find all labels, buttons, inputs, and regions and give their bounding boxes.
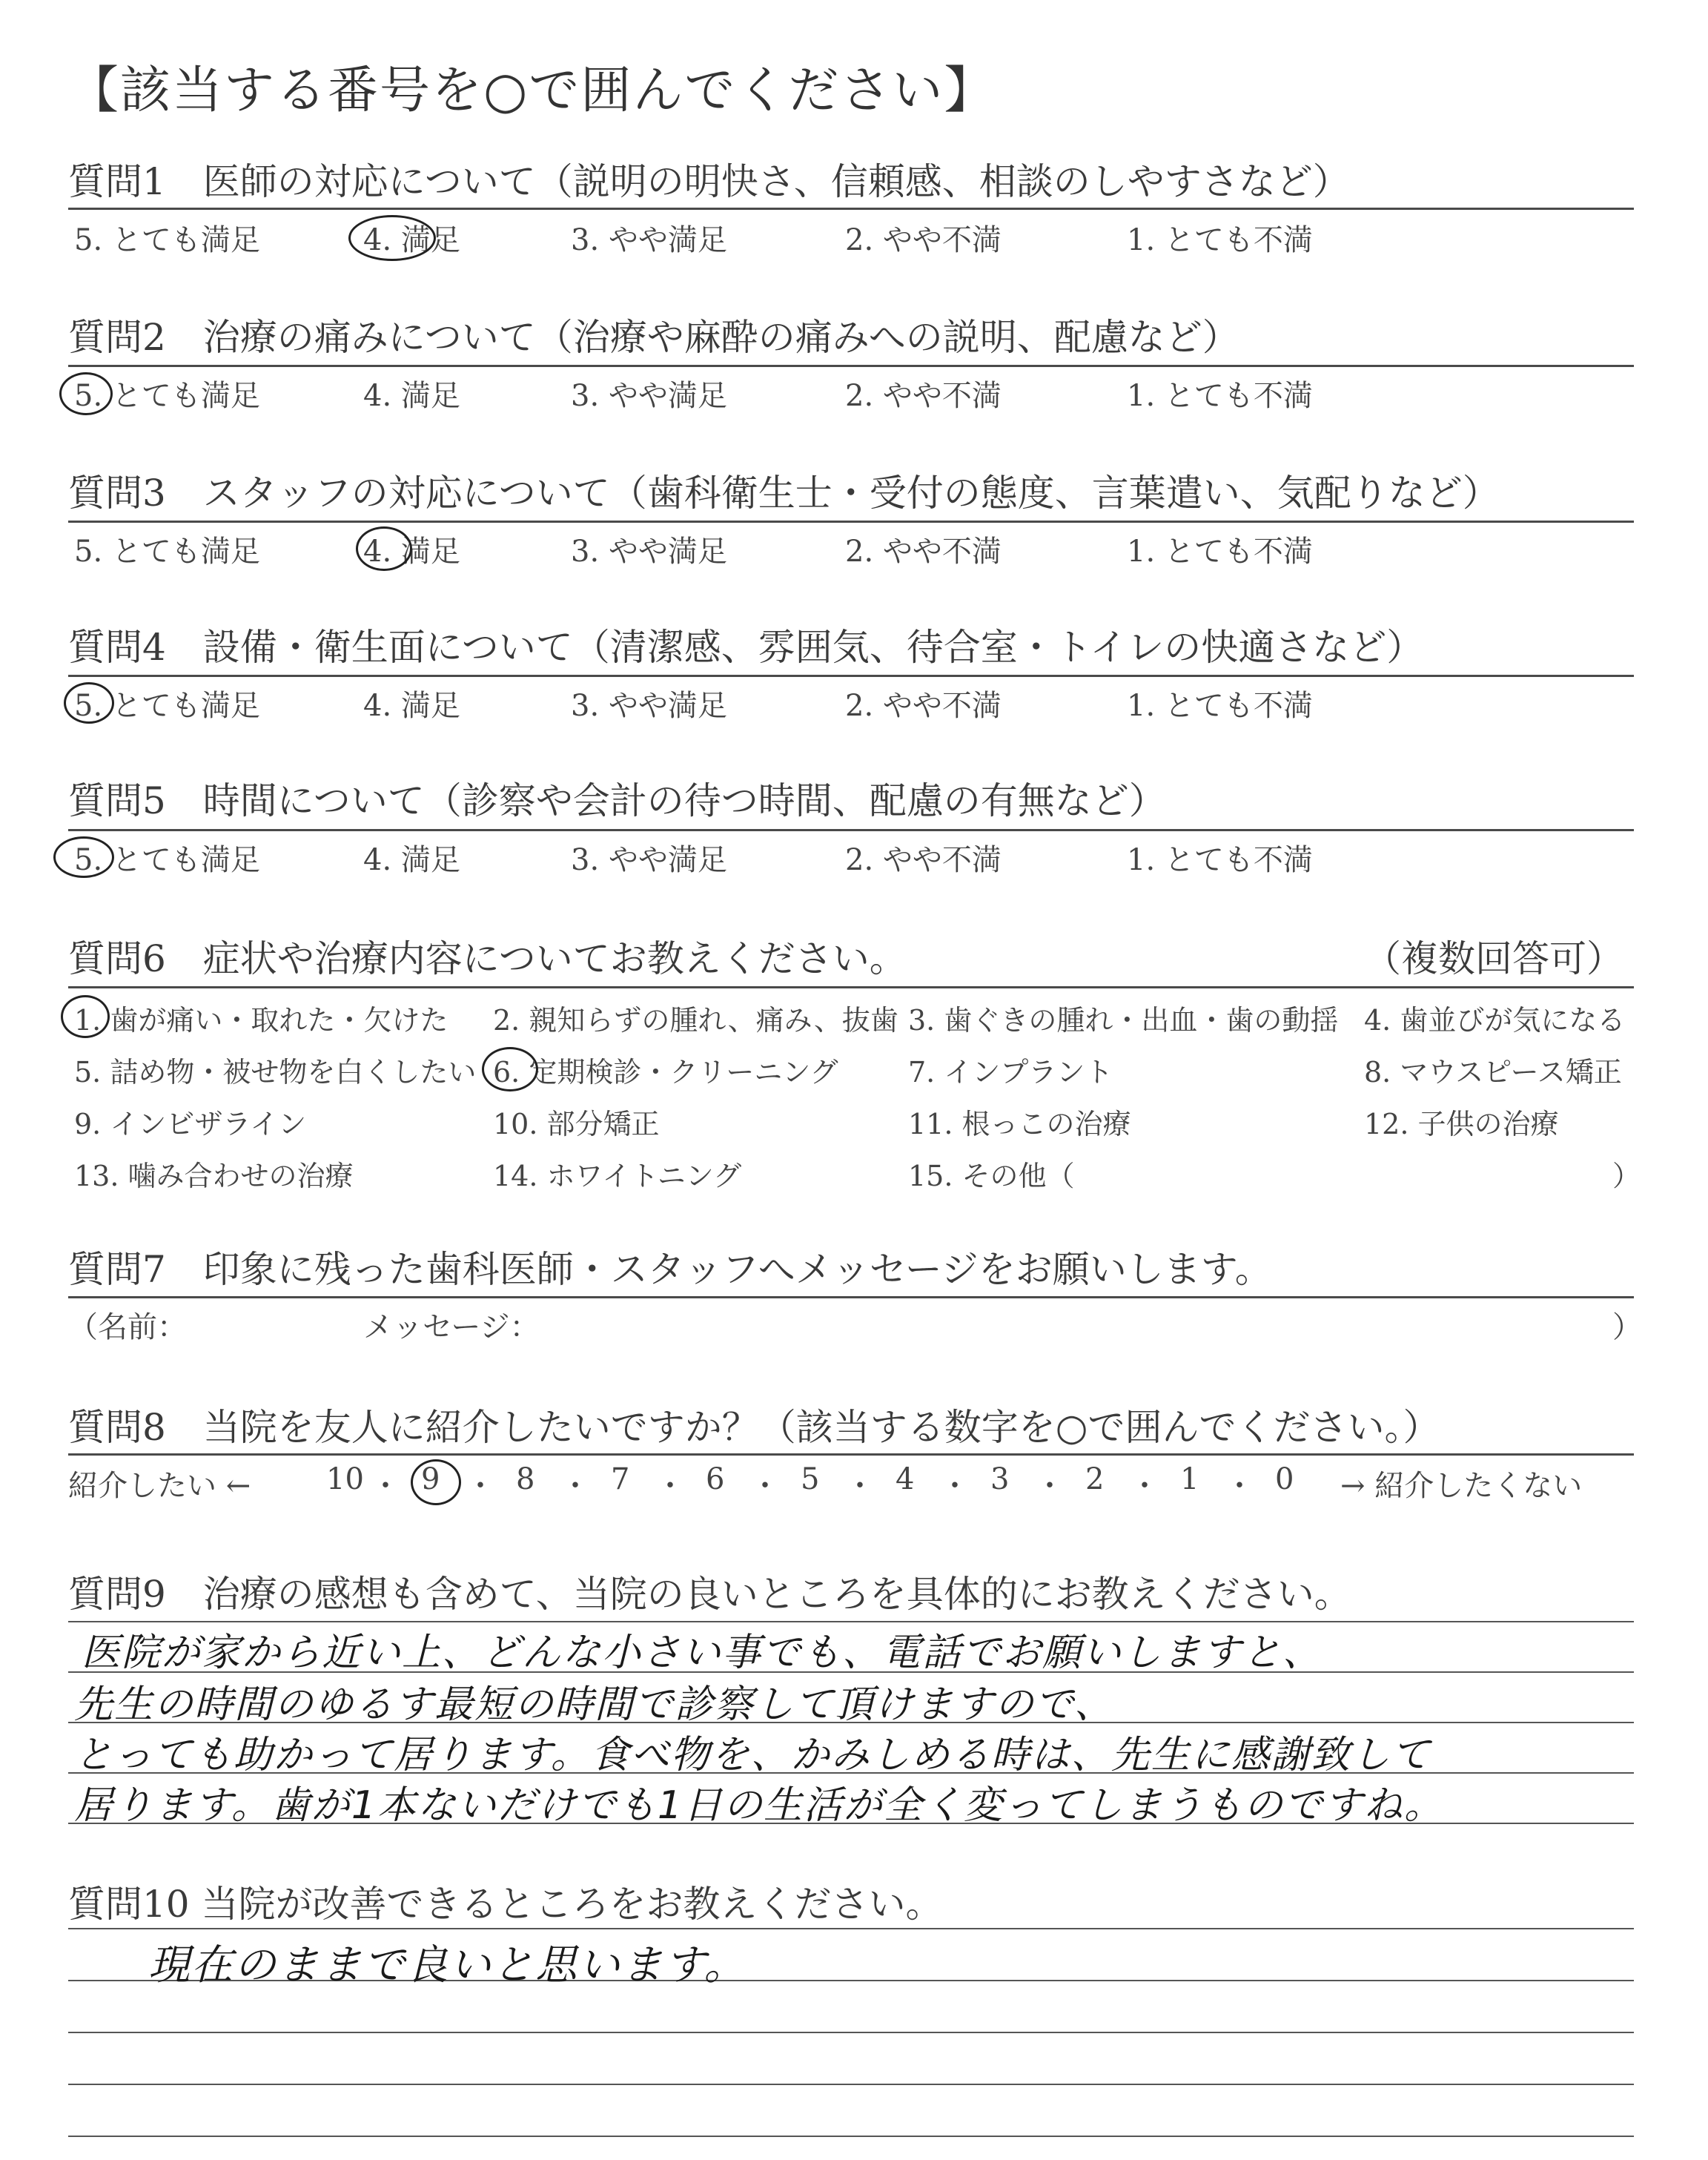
q1-answer-circle [348,215,436,261]
q8-scale-8[interactable]: 8 [516,1462,535,1496]
q1-title: 質問1 医師の対応について（説明の明快さ、信頼感、相談のしやすさなど） [68,160,1350,203]
q3-opt-2[interactable]: 2. やや不満 [845,535,1002,569]
q6-opt-3[interactable]: 3. 歯ぐきの腫れ・出血・歯の動揺 [908,1004,1339,1037]
q9-answer-line-4: 居ります。歯が1本ないだけでも1日の生活が全く変ってしまうものですね。 [74,1783,1445,1828]
q2-opt-5[interactable]: 5. とても満足 [74,379,260,413]
q6-other-close: ） [1612,1160,1641,1192]
q6-opt-5[interactable]: 5. 詰め物・被せ物を白くしたい [74,1056,477,1089]
q8-scale-4[interactable]: 4 [896,1462,915,1496]
q6-opt-12[interactable]: 12. 子供の治療 [1364,1108,1559,1140]
q3-title: 質問3 スタッフの対応について（歯科衛生士・受付の態度、言葉遣い、気配りなど） [68,472,1500,515]
q8-scale-separator: ・ [940,1469,970,1503]
q4-opt-5[interactable]: 5. とても満足 [74,689,260,723]
q6-rule [68,986,1634,988]
q9-title: 質問9 治療の感想も含めて、当院の良いところを具体的にお教えください。 [68,1573,1351,1616]
q6-opt-4[interactable]: 4. 歯並びが気になる [1364,1004,1626,1037]
q10-line-1 [68,1928,1634,1929]
q8-scale-separator: ・ [560,1469,590,1503]
q3-opt-1[interactable]: 1. とても不満 [1127,535,1313,569]
q6-answer-circle-6 [482,1047,538,1091]
q1-opt-1[interactable]: 1. とても不満 [1127,223,1313,257]
q8-scale-separator: ・ [466,1469,495,1503]
q2-answer-circle [59,372,113,415]
q6-opt-15[interactable]: 15. その他（ [908,1160,1075,1192]
q8-scale-7[interactable]: 7 [611,1462,630,1496]
q8-scale-separator: ・ [655,1469,685,1503]
q10-line-3 [68,2032,1634,2033]
q4-rule [68,675,1634,677]
q2-opt-3[interactable]: 3. やや満足 [571,379,727,413]
q2-opt-2[interactable]: 2. やや不満 [845,379,1002,413]
q1-rule [68,208,1634,210]
q8-scale-5[interactable]: 5 [801,1462,820,1496]
q10-answer: 現在のままで良いと思います。 [148,1941,747,1989]
q5-answer-circle [53,836,114,878]
q3-rule [68,521,1634,523]
q8-scale-separator: ・ [845,1469,875,1503]
q8-scale-10[interactable]: 10 [326,1462,364,1496]
q2-rule [68,365,1634,367]
q8-scale-separator: ・ [1035,1469,1065,1503]
q5-opt-1[interactable]: 1. とても不満 [1127,843,1313,877]
q10-line-5 [68,2136,1634,2137]
q6-opt-6[interactable]: 6. 定期検診・クリーニング [493,1056,838,1089]
q7-name-label: （名前： [68,1310,187,1344]
q8-title: 質問8 当院を友人に紹介したいですか？（該当する数字を○で囲んでください。） [68,1406,1440,1449]
q6-title: 質問6 症状や治療内容についてお教えください。 [68,937,907,980]
q5-opt-4[interactable]: 4. 満足 [363,843,460,877]
q4-opt-1[interactable]: 1. とても不満 [1127,689,1313,723]
q5-title: 質問5 時間について（診察や会計の待つ時間、配慮の有無など） [68,779,1166,822]
q7-title: 質問7 印象に残った歯科医師・スタッフへメッセージをお願いします。 [68,1248,1272,1291]
q3-opt-5[interactable]: 5. とても満足 [74,535,260,569]
q6-opt-2[interactable]: 2. 親知らずの腫れ、痛み、抜歯 [493,1004,898,1037]
q1-opt-2[interactable]: 2. やや不満 [845,223,1002,257]
q3-opt-3[interactable]: 3. やや満足 [571,535,727,569]
q9-answer-line-1: 医院が家から近い上、どんな小さい事でも、電話でお願いしますと、 [82,1631,1323,1675]
q4-opt-3[interactable]: 3. やや満足 [571,689,727,723]
q6-answer-circle-1 [61,995,110,1038]
q6-note: （複数回答可） [1364,937,1623,980]
q8-right-label: → 紹介したくない [1340,1469,1583,1503]
q8-scale-3[interactable]: 3 [990,1462,1010,1496]
q3-answer-circle [356,526,412,571]
q8-answer-circle [411,1459,461,1505]
q5-rule [68,829,1634,831]
q7-rule [68,1296,1634,1298]
q6-opt-1[interactable]: 1. 歯が痛い・取れた・欠けた [74,1004,448,1037]
q7-close: ） [1612,1310,1642,1344]
q4-opt-2[interactable]: 2. やや不満 [845,689,1002,723]
q6-opt-7[interactable]: 7. インプラント [908,1056,1113,1089]
q6-opt-11[interactable]: 11. 根っこの治療 [908,1108,1131,1140]
q5-opt-3[interactable]: 3. やや満足 [571,843,727,877]
q9-answer-line-3: とっても助かって居ります。食べ物を、かみしめる時は、先生に感謝致して [74,1733,1431,1777]
q8-left-label: 紹介したい ← [68,1469,251,1503]
q8-scale-separator: ・ [1130,1469,1159,1503]
q1-opt-4[interactable]: 4. 満足 [363,223,460,257]
q2-opt-1[interactable]: 1. とても不満 [1127,379,1313,413]
instruction-header: 【該当する番号を○で囲んでください】 [68,62,996,120]
q9-answer-line-2: 先生の時間のゆるす最短の時間で診察して頂けますので、 [74,1682,1114,1727]
q4-title: 質問4 設備・衛生面について（清潔感、雰囲気、待合室・トイレの快適さなど） [68,626,1424,669]
q2-opt-4[interactable]: 4. 満足 [363,379,460,413]
q8-scale-separator: ・ [750,1469,780,1503]
q8-scale-9[interactable]: 9 [421,1462,440,1496]
q3-opt-4[interactable]: 4. 満足 [363,535,460,569]
q8-scale-separator: ・ [371,1469,400,1503]
q1-opt-5[interactable]: 5. とても満足 [74,223,260,257]
q6-opt-10[interactable]: 10. 部分矯正 [493,1108,660,1140]
q4-answer-circle [64,682,114,724]
q10-line-4 [68,2084,1634,2085]
q8-scale-1[interactable]: 1 [1180,1462,1199,1496]
q1-opt-3[interactable]: 3. やや満足 [571,223,727,257]
q4-opt-4[interactable]: 4. 満足 [363,689,460,723]
q7-message-label: メッセージ： [363,1310,540,1344]
q5-opt-2[interactable]: 2. やや不満 [845,843,1002,877]
q6-opt-14[interactable]: 14. ホワイトニング [493,1160,742,1192]
q8-scale-0[interactable]: 0 [1275,1462,1294,1496]
q2-title: 質問2 治療の痛みについて（治療や麻酔の痛みへの説明、配慮など） [68,316,1239,359]
q6-opt-9[interactable]: 9. インビザライン [74,1108,307,1140]
q8-rule [68,1453,1634,1456]
q6-opt-8[interactable]: 8. マウスピース矯正 [1364,1056,1622,1089]
q10-title: 質問10 当院が改善できるところをお教えください。 [68,1883,943,1926]
q8-scale-separator: ・ [1225,1469,1254,1503]
q5-opt-5[interactable]: 5. とても満足 [74,843,260,877]
q8-scale-2[interactable]: 2 [1085,1462,1105,1496]
q8-scale-6[interactable]: 6 [706,1462,725,1496]
q6-opt-13[interactable]: 13. 噛み合わせの治療 [74,1160,354,1192]
